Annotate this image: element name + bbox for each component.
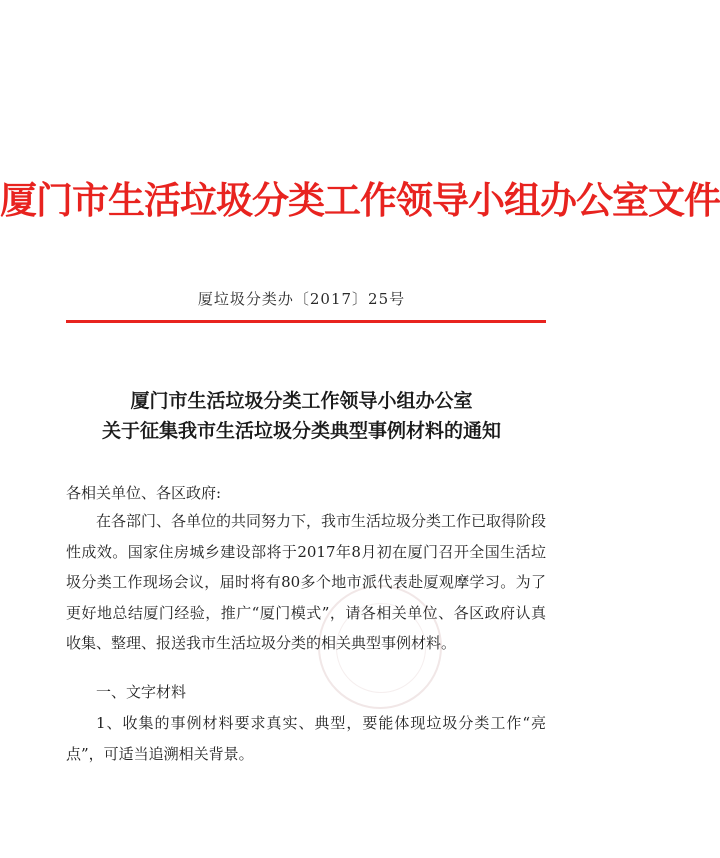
notice-title-line1: 厦门市生活垃圾分类工作领导小组办公室: [130, 390, 473, 412]
red-divider-line: [66, 320, 546, 323]
issuer-title: 厦门市生活垃圾分类工作领导小组办公室文件: [0, 178, 720, 222]
section-heading-text-materials: 一、文字材料: [96, 683, 187, 701]
salutation: 各相关单位、各区政府:: [66, 484, 222, 502]
body-paragraph-2: 1、收集的事例材料要求真实、典型，要能体现垃圾分类工作“亮点”，可适当追溯相关背景。: [66, 714, 546, 763]
notice-title-line2: 关于征集我市生活垃圾分类典型事例材料的通知: [101, 420, 501, 442]
document-number: 厦垃圾分类办〔2017〕25号: [197, 290, 406, 308]
body-paragraph-1: 在各部门、各单位的共同努力下，我市生活垃圾分类工作已取得阶段性成效。国家住房城乡建设部将于2017年8月初在厦门召开全国生活垃圾分类工作现场会议，届时将有80多个地市派代表赴厦观摩学习。为了更好地总结厦门经验，推广“厦门模式”，请各相关单位、各区政府认真收集、整理、报送我市生活垃圾分类的相关典型事例材料。: [66, 512, 547, 652]
